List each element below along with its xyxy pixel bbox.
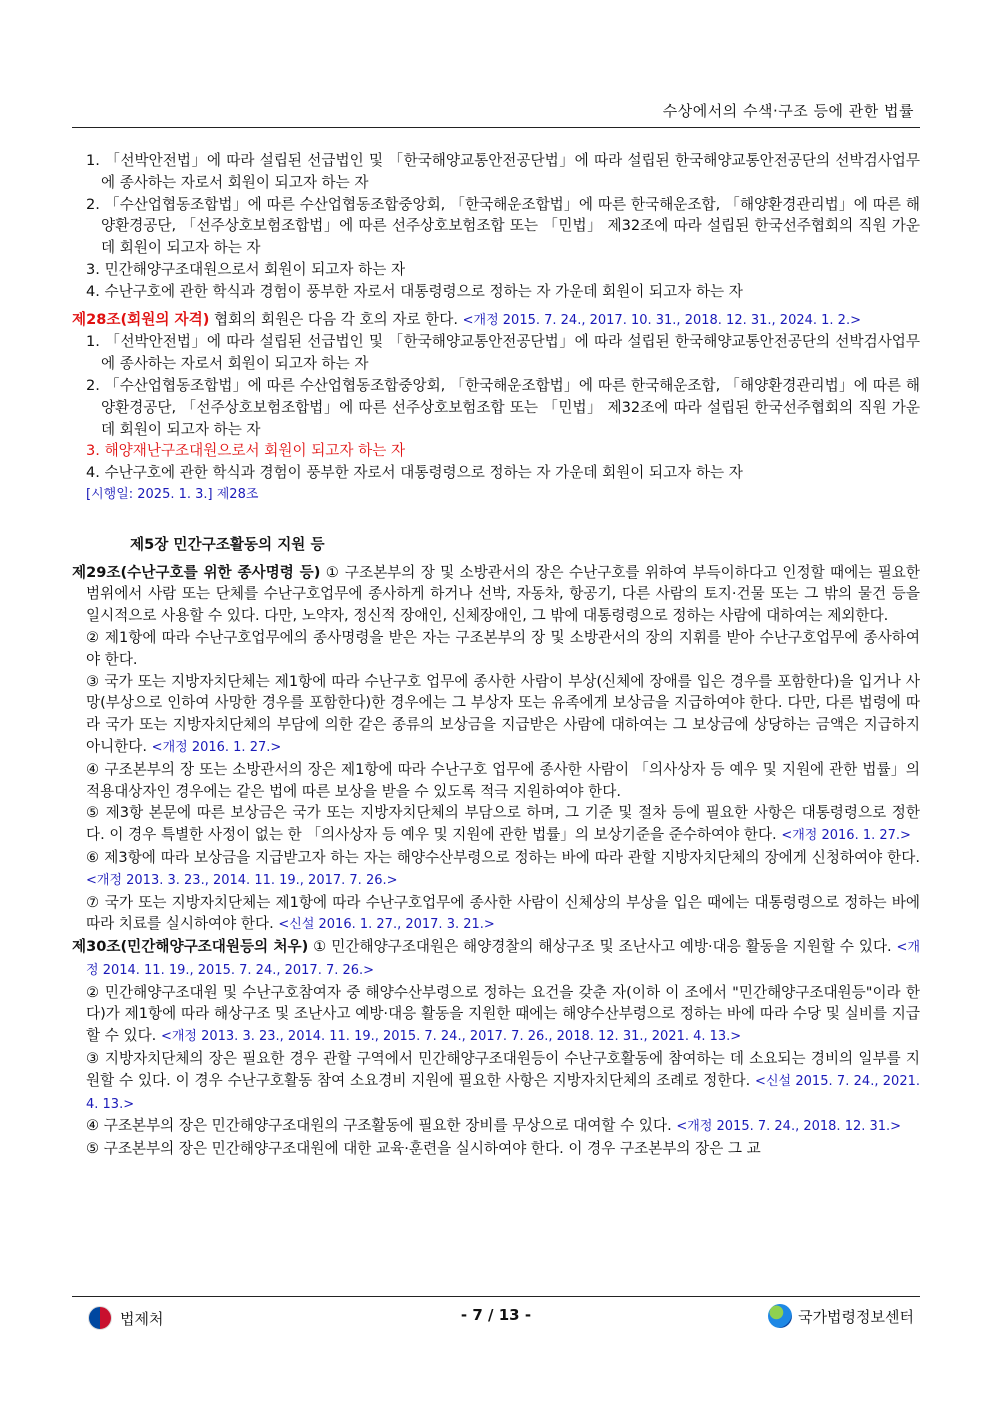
amendment-note: <개정 2013. 3. 23., 2014. 11. 19., 2015. 7. 24., 2017. 7. 26., 2018. 12. 31., 2021. 4. 13.> xyxy=(160,1029,742,1045)
footer-divider xyxy=(72,1296,920,1297)
amendment-note: <개정 2016. 1. 27.> xyxy=(781,828,911,844)
list-item: 4. 수난구호에 관한 학식과 경험이 풍부한 자로서 대통령령으로 정하는 자 가운데 회원이 되고자 하는 자 xyxy=(86,464,743,482)
article-28 xyxy=(72,309,920,332)
paragraph-text: ⑦ 국가 또는 지방자치단체는 제1항에 따라 수난구호업무에 종사한 사람이 신체상의 부상을 입은 때에는 대통령령으로 정하는 바에 따라 치료를 실시하여야 한다. xyxy=(86,893,920,933)
paragraph-text: ⑤ 제3항 본문에 따른 보상금은 국가 또는 지방자치단체의 부담으로 하며, 그 기준 및 절차 등에 필요한 사항은 대통령령으로 정한다. 이 경우 특별한 사정이 없는 한 「의사상자 등 예우 및 지원에 관한 법률」의 보상기준을 준수하여야 한다. xyxy=(86,804,920,844)
paragraph xyxy=(72,982,920,1048)
header-divider xyxy=(72,127,920,128)
paragraph-text: ③ 지방자치단체의 장은 필요한 경우 관할 구역에서 민간해양구조대원등이 수난구호활동에 참여하는 데 소요되는 경비의 일부를 지원할 수 있다. 이 경우 수난구호활동 참여 소요경비 지원에 필요한 사항은 지방자치단체의 조례로 정한다. xyxy=(86,1050,920,1089)
amendment-note: <신설 2015. 7. 24., 2021. 4. 13.> xyxy=(86,1073,921,1112)
footer-right xyxy=(768,1304,914,1328)
paragraph-text: ④ 구조본부의 장은 민간해양구조대원의 구조활동에 필요한 장비를 무상으로 대여할 수 있다. xyxy=(86,1117,677,1135)
paragraph-text: ② 민간해양구조대원 및 수난구호참여자 중 해양수산부령으로 정하는 요건을 갖춘 자(이하 이 조에서 "민간해양구조대원등"이라 한다)가 제1항에 따라 해상구조 및 조난사고 예방·대응 활동을 지원한 때에는 해양수산부령으로 정하는 바에 따라 수당 및 실비를 지급할 수 있다. xyxy=(86,983,920,1045)
article-30 xyxy=(72,936,920,982)
page-number: - 7 / 13 - xyxy=(460,1306,532,1324)
list-item: 1. 「선박안전법」에 따라 설립된 선급법인 및 「한국해양교통안전공단법」에 따라 설립된 한국해양교통안전공단의 선박검사업무에 종사하는 자로서 회원이 되고자 하는 자 xyxy=(86,333,920,373)
paragraph xyxy=(72,802,920,847)
list-item: 4. 수난구호에 관한 학식과 경험이 풍부한 자로서 대통령령으로 정하는 자 가운데 회원이 되고자 하는 자 xyxy=(86,282,743,300)
list-item-amended: 3. 해양재난구조대원으로서 회원이 되고자 하는 자 xyxy=(86,442,406,460)
document-header-title: 수상에서의 수색·구조 등에 관한 법률 xyxy=(662,102,914,120)
chapter-heading: 제5장 민간구조활동의 지원 등 xyxy=(130,535,325,553)
article-title: 제29조(수난구호를 위한 종사명령 등) xyxy=(72,563,321,581)
amendment-note: <개정 2015. 7. 24., 2017. 10. 31., 2018. 12. 31., 2024. 1. 2.> xyxy=(462,312,861,328)
paragraph-text: ① 민간해양구조대원은 해양경찰의 해상구조 및 조난사고 예방·대응 활동을 지원할 수 있다. xyxy=(308,938,897,956)
effective-date-note: [시행일: 2025. 1. 3.] 제28조 xyxy=(86,486,259,502)
footer-org-name: 법제처 xyxy=(120,1309,164,1328)
article-text: 협회의 회원은 다음 각 호의 자로 한다. xyxy=(209,310,463,328)
article-29 xyxy=(72,562,920,627)
paragraph xyxy=(72,892,920,937)
list-item: 3. 민간해양구조대원으로서 회원이 되고자 하는 자 xyxy=(86,260,406,278)
paragraph-text: ① 구조본부의 장 및 소방관서의 장은 수난구호를 위하여 부득이하다고 인정할 때에는 필요한 범위에서 사람 또는 단체를 수난구호업무에 종사하게 하거나 선박, 자동차, 항공기, 다른 사람의 토지·건물 또는 그 밖의 물건 등을 일시적으로 사용할 수 있다. 다만, 노약자, 정신적 장애인, 신체장애인, 그 밖에 대통령령으로 정하는 사람에 대하여는 제외한다. xyxy=(86,563,920,625)
paragraph xyxy=(72,671,920,759)
paragraph-text: ⑥ 제3항에 따라 보상금을 지급받고자 하는 자는 해양수산부령으로 정하는 바에 따라 관할 지방자치단체의 장에게 신청하여야 한다. xyxy=(86,848,920,866)
paragraph xyxy=(72,1048,920,1115)
amendment-note: <신설 2016. 1. 27., 2017. 3. 21.> xyxy=(278,917,495,933)
law-center-logo-icon xyxy=(768,1304,792,1328)
article-title: 제30조(민간해양구조대원등의 처우) xyxy=(72,938,309,956)
paragraph xyxy=(72,1115,920,1138)
paragraph: ② 제1항에 따라 수난구호업무에의 종사명령을 받은 자는 구조본부의 장 및 소방관서의 장의 지휘를 받아 수난구호업무에 종사하여야 한다. xyxy=(86,628,920,668)
list-item: 2. 「수산업협동조합법」에 따른 수산업협동조합중앙회, 「한국해운조합법」에 따른 한국해운조합, 「해양환경관리법」에 따른 해양환경공단, 「선주상호보험조합법」에 따른 선주상호보험조합 또는 「민법」 제32조에 따라 설립된 한국선주협회의 직원 가운데 회원이 되고자 하는 자 xyxy=(86,195,920,257)
paragraph: ⑤ 구조본부의 장은 민간해양구조대원에 대한 교육·훈련을 실시하여야 한다. 이 경우 구조본부의 장은 그 교 xyxy=(86,1140,761,1158)
paragraph xyxy=(72,847,920,892)
list-item: 1. 「선박안전법」에 따라 설립된 선급법인 및 「한국해양교통안전공단법」에 따라 설립된 한국해양교통안전공단의 선박검사업무에 종사하는 자로서 회원이 되고자 하는 자 xyxy=(86,152,920,191)
amendment-note: <개정 2016. 1. 27.> xyxy=(151,739,282,755)
footer-center-name: 국가법령정보센터 xyxy=(798,1307,914,1326)
amendment-note: <개정 2015. 7. 24., 2018. 12. 31.> xyxy=(676,1119,902,1135)
amendment-note: <개정 2014. 11. 19., 2015. 7. 24., 2017. 7. 26.> xyxy=(86,940,920,978)
amendment-note: <개정 2013. 3. 23., 2014. 11. 19., 2017. 7. 26.> xyxy=(86,872,398,888)
paragraph: ④ 구조본부의 장 또는 소방관서의 장은 제1항에 따라 수난구호 업무에 종사한 사람이 「의사상자 등 예우 및 지원에 관한 법률」의 적용대상자인 경우에는 같은 법에 따른 보상을 받을 수 있도록 적극 지원하여야 한다. xyxy=(86,760,920,800)
list-item: 2. 「수산업협동조합법」에 따른 수산업협동조합중앙회, 「한국해운조합법」에 따른 한국해운조합, 「해양환경관리법」에 따른 해양환경공단, 「선주상호보험조합법」에 따른 선주상호보험조합 또는 「민법」 제32조에 따라 설립된 한국선주협회의 직원 가운데 회원이 되고자 하는 자 xyxy=(86,376,920,438)
paragraph-text: ③ 국가 또는 지방자치단체는 제1항에 따라 수난구호 업무에 종사한 사람이 부상(신체에 장애를 입은 경우를 포함한다)을 입거나 사망(부상으로 인하여 사망한 경우를 포함한다)한 경우에는 그 부상자 또는 유족에게 보상금을 지급하여야 한다. 다만, 다른 법령에 따라 국가 또는 지방자치단체의 부담에 의한 같은 종류의 보상금을 지급받은 사람에 대하여는 그 보상금에 상당하는 금액은 지급하지 아니한다. xyxy=(86,672,920,755)
article-title: 제28조(회원의 자격) xyxy=(72,310,210,328)
document-body xyxy=(72,150,920,1160)
